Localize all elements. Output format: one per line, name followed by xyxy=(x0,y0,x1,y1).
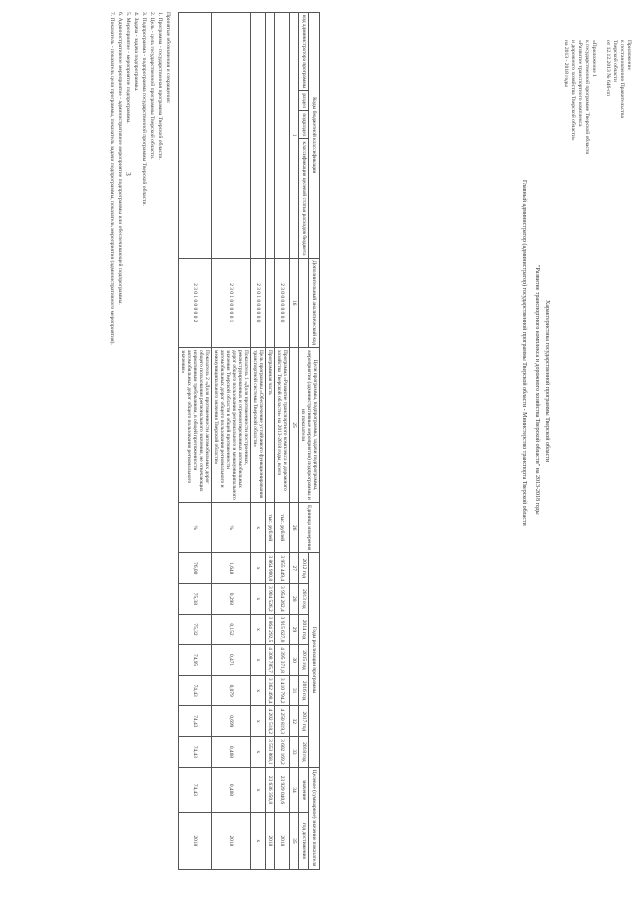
row-value: 0,298 xyxy=(212,584,251,615)
row-name: Показатель 1 «Доля протяженности построенных, реконструированных и отремонтированных автомобильных дорог общего пользования регионального и межмуниципального значения Тверской области в общей протяженности автомобильных дорог общего пользования регионального и межмуниципального значения Тверской области» xyxy=(212,348,251,503)
row-value: 0,152 xyxy=(212,614,251,645)
row-value: 75,32 xyxy=(179,614,212,645)
row-value: 3 864 900,8 xyxy=(266,553,275,584)
row-value: 4 395 371,8 xyxy=(275,645,290,676)
row-target-value: 0,408 xyxy=(212,767,251,812)
header-section: раздел xyxy=(299,91,310,111)
program-characteristics-table xyxy=(178,12,320,870)
appendix-line: на 2013 - 2018 годы xyxy=(563,40,569,87)
row-value: 4 308 785,7 xyxy=(266,645,275,676)
row-name: Показатель 2 «Доля протяженности автомобильных дорог общего пользования регионального значения, не отвечающих нормативным требованиям, в общей протяженности автомобильных дорог общего пользования регионального значения» xyxy=(179,348,212,503)
row-name: Цель программы «Обеспечение устойчивого функционирования транспортной системы Тверской области» xyxy=(251,348,266,503)
header-year: 2017 год xyxy=(299,706,310,737)
appendix-line: и дорожного хозяйства Тверской области» xyxy=(570,40,576,141)
table-row xyxy=(212,13,251,870)
row-target-year: 2018 xyxy=(266,813,275,869)
row-value: х xyxy=(251,584,266,615)
row-target-value: 23 636 350,8 xyxy=(266,767,275,812)
row-value: 74,95 xyxy=(179,645,212,676)
header-year: 2015 год xyxy=(299,645,310,676)
header-subsection: подраздел xyxy=(299,111,310,139)
header-program-code: Дополнительный аналитический код xyxy=(309,258,320,348)
col-num: 29 xyxy=(290,614,299,645)
row-value: 3 915 627,0 xyxy=(275,614,290,645)
header-target-article: классификация целевой статьи расходов бюджета xyxy=(299,139,310,258)
legend-heading: Принятые обозначения и сокращения: xyxy=(165,12,171,104)
header-target: Целевое (суммарное) значение показателя xyxy=(309,767,320,869)
program-title: "Развитие транспортного комплекса и дорожного хозяйства Тверской области" на 2013-2018 годы xyxy=(534,265,540,515)
row-value: 0,408 xyxy=(212,737,251,768)
row-value: 74,43 xyxy=(179,706,212,737)
col-num: 31 xyxy=(290,675,299,706)
row-value: х xyxy=(251,645,266,676)
row-name: Программа «Развитие транспортного комплекса и дорожного хозяйства Тверской области» на 2013-2018 годы, всего xyxy=(275,348,290,503)
row-target-value: 74,43 xyxy=(179,767,212,812)
table-row xyxy=(266,13,275,870)
row-value: х xyxy=(251,706,266,737)
row-codes xyxy=(275,13,290,259)
col-num: 30 xyxy=(290,645,299,676)
header-year: 2014 год xyxy=(299,614,310,645)
row-value: 4 202 518,2 xyxy=(266,706,275,737)
header-year: 2018 год xyxy=(299,737,310,768)
row-codes xyxy=(251,13,266,259)
table-header-row xyxy=(309,13,320,870)
row-codes xyxy=(179,13,212,259)
row-target-year: 2018 xyxy=(179,813,212,869)
row-value: х xyxy=(251,614,266,645)
row-value: х xyxy=(251,675,266,706)
row-value: 74,43 xyxy=(179,675,212,706)
header-year: 2016 год xyxy=(299,675,310,706)
row-value: х xyxy=(251,737,266,768)
appendix-block xyxy=(562,40,632,154)
legend-block xyxy=(108,12,172,345)
row-unit: % xyxy=(179,503,212,553)
legend-item: 2. Цель - цель государственной программы Тверской области. xyxy=(149,12,155,160)
document-title: Характеристика государственной программы Тверской области xyxy=(544,300,550,463)
table-row xyxy=(275,13,290,870)
header-budget-codes: Коды бюджетной классификации xyxy=(309,13,320,259)
header-unit: Единица измерения xyxy=(299,503,320,553)
column-number-row xyxy=(290,13,299,870)
header-names: Цели программы, подпрограммы, задачи подпрограммы, мероприятия (административные мероприятия) подпрограммы и их показатели xyxy=(299,348,320,503)
row-value: 4 250 819,3 xyxy=(275,706,290,737)
header-year: 2013 год xyxy=(299,584,310,615)
row-value: 3 410 794,2 xyxy=(275,675,290,706)
appendix-line: Приложение xyxy=(626,40,632,71)
row-value: 0,699 xyxy=(212,706,251,737)
col-num-codes: 1 xyxy=(290,13,299,259)
header-target-year: год достижения xyxy=(299,813,310,869)
header-year: 2012 год xyxy=(299,553,310,584)
header-target-value: значение xyxy=(299,767,310,812)
legend-item: 4. Задача - задача подпрограммы. xyxy=(133,12,139,92)
row-value: х xyxy=(251,553,266,584)
row-codes xyxy=(266,13,275,259)
row-target-value: х xyxy=(251,767,266,812)
row-target-year: 2018 xyxy=(212,813,251,869)
legend-item: 1. Программа - государственная программа Тверской области. xyxy=(157,12,163,160)
row-target-year: 2018 xyxy=(275,813,290,869)
row-value: 75,38 xyxy=(179,584,212,615)
col-num-program: 16 xyxy=(290,258,299,348)
page-number: 3 xyxy=(123,172,132,176)
appendix-line: к государственной программе Тверской области xyxy=(584,40,590,155)
row-codes xyxy=(212,13,251,259)
appendix-line: «Развитие транспортного комплекса xyxy=(577,40,583,127)
row-unit: х xyxy=(251,503,266,553)
row-value: 3 954 262,4 xyxy=(275,584,290,615)
col-num: 34 xyxy=(290,767,299,812)
appendix-line: Тверской области xyxy=(612,40,618,82)
row-value: 1,648 xyxy=(212,553,251,584)
administrator-line: Главный администратор (администратор) государственной программы Тверской области - Министерство транспорта Тверской области xyxy=(521,180,527,526)
row-target-year: х xyxy=(251,813,266,869)
row-target-value: 23 929 040,6 xyxy=(275,767,290,812)
row-value: 74,43 xyxy=(179,737,212,768)
row-value: 3 362 498,4 xyxy=(266,675,275,706)
legend-item: 5. Мероприятие - мероприятие подпрограммы. xyxy=(125,12,131,124)
appendix-line: «Приложение 1 xyxy=(591,40,597,78)
appendix-line xyxy=(597,40,604,154)
row-unit: % xyxy=(212,503,251,553)
row-unit: тыс. рублей xyxy=(266,503,275,553)
appendix-line: к постановлению Правительства xyxy=(619,40,625,118)
col-num-unit: 26 xyxy=(290,503,299,553)
col-num: 33 xyxy=(290,737,299,768)
col-num: 28 xyxy=(290,584,299,615)
row-value: 3 864 292,5 xyxy=(266,614,275,645)
table-row xyxy=(179,13,212,870)
row-value: 3 904 526,2 xyxy=(266,584,275,615)
header-admin-code: код администратора программы xyxy=(299,13,310,91)
row-program-code xyxy=(266,258,275,348)
legend-item: 6. Административное мероприятие - административное мероприятие подпрограммы или обеспечивающей подпрограммы. xyxy=(117,12,123,305)
row-value: 3 602 169,2 xyxy=(275,737,290,768)
col-num: 35 xyxy=(290,813,299,869)
row-value: 76,00 xyxy=(179,553,212,584)
row-value: 3 553 868,1 xyxy=(266,737,275,768)
table-row xyxy=(251,13,266,870)
col-num: 27 xyxy=(290,553,299,584)
header-code-digits xyxy=(299,258,310,348)
row-program-code: 2 3 0 1 0 0 0 0 0 2 xyxy=(179,258,212,348)
row-program-code: 2 3 0 1 0 0 0 0 0 1 xyxy=(212,258,251,348)
row-name: Программная часть xyxy=(266,348,275,503)
row-value: 0,471 xyxy=(212,645,251,676)
header-years: Годы реализации программы xyxy=(309,553,320,767)
row-program-code: 2 3 0 1 0 0 0 0 0 0 xyxy=(251,258,266,348)
row-unit: тыс. рублей xyxy=(275,503,290,553)
appendix-line: от 12.12.2013 № 646-пп xyxy=(605,40,611,97)
col-num: 32 xyxy=(290,706,299,737)
row-value: 3 955 449,4 xyxy=(275,553,290,584)
row-program-code: 2 3 0 0 0 0 0 0 0 0 xyxy=(275,258,290,348)
legend-item: 7. Показатель - показатель цели программы, показатель задачи подпрограммы, показатель мероприятия (административного мероприятия). xyxy=(109,12,115,345)
row-value: 0,079 xyxy=(212,675,251,706)
legend-item: 3. Подпрограмма - подпрограмма государственной программы Тверской области. xyxy=(141,12,147,206)
col-num-names: 25 xyxy=(290,348,299,503)
